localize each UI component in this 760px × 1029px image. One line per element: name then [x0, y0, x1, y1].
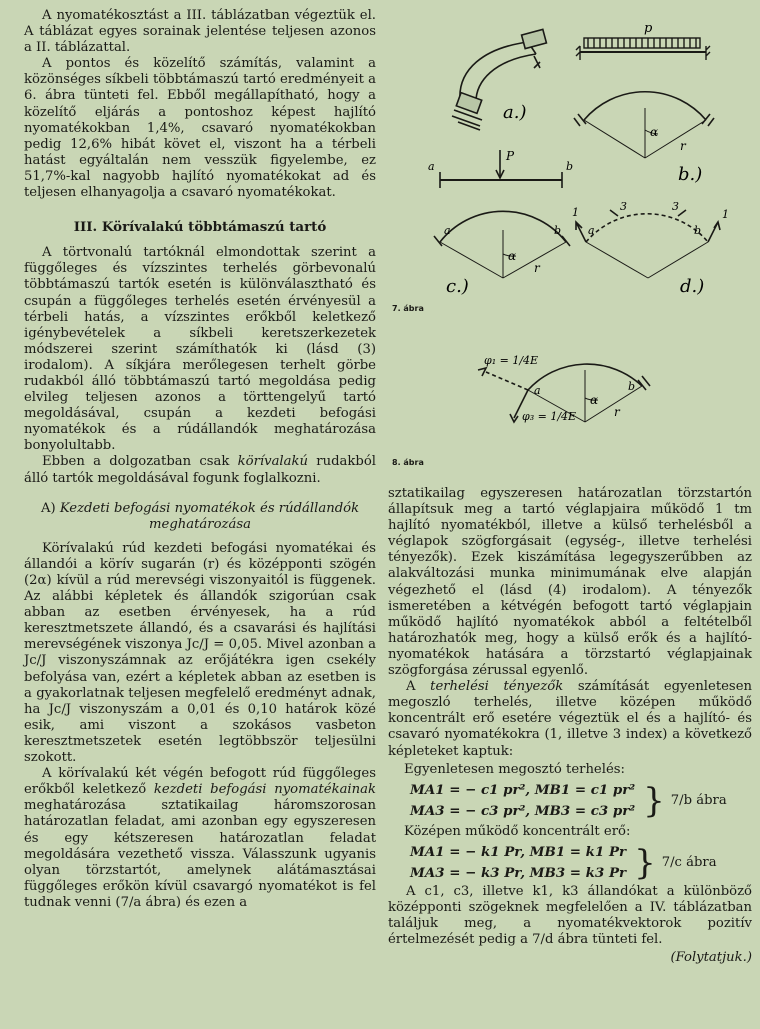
subsection-heading: A) Kezdeti befogási nyomatékok és rúdállandók meghatározása	[40, 500, 360, 532]
svg-text:r: r	[534, 261, 540, 275]
paragraph: Körívalakú rúd kezdeti befogási nyomatékai és állandói a körív sugarán (r) és középponti szögén (2α) kívül a rúd merevségi viszonyaitól is függenek. Az alábbi képletek és állandók szigorúan csak abban az esetben érvényesek, ha a rúd keresztmetszete állandó, és a csavarási és hajlítási merevségének viszonya Jc/J = 0,05. Mivel azonban a Jc/J viszonyszámnak az erőjátékra igen csekély befolyása van, ezért a képletek abban az esetben is a gyakorlatnak teljesen megfelelő eredményt adnak, ha Jc/J viszonyszám a 0,01 és 0,10 határok közé esik, ami viszont a szokásos vasbeton keresztmetszetek esetén legtöbbször teljesülni szokott.	[24, 540, 376, 766]
svg-text:p: p	[644, 21, 653, 36]
brace-icon: }	[634, 842, 656, 883]
figure-7	[388, 10, 756, 320]
paragraph: Ebben a dolgozatban csak körívalakú rudakból álló tartók megoldásával fogunk foglalkozni.	[24, 454, 376, 486]
svg-text:b: b	[566, 160, 574, 173]
left-column	[24, 8, 376, 911]
paragraph: sztatikailag egyszeresen határozatlan törzstartón állapítsuk meg a tartó véglapjaira működő 1 tm hajlító nyomatékból, illetve a külső terhelésből a véglapok szögforgásait (egység-, illetve terhelési tényezők). Ezek kiszámítása legegyszerűbben az alakváltozási munka minimumának elve alapján végezhető el (lásd (4) irodalom). A tényezők ismeretében a kétvégén befogott tartó véglapjain működő hajlító nyomatékok abból a feltételből határozhatók meg, hogy a külső erők és a hajlító-nyomatékok hatására a törzstartó véglapjainak szögforgása zérussal egyenlő.	[388, 486, 752, 679]
svg-text:a: a	[534, 384, 541, 397]
svg-text:1: 1	[572, 206, 579, 219]
svg-text:b: b	[694, 224, 702, 237]
formula-label: Középen működő koncentrált erő:	[404, 823, 631, 839]
paragraph: A c1, c3, illetve k1, k3 állandókat a különböző középponti szögeknek megfelelően a IV. táblázatban találjuk meg, a nyomatékvektorok pozitív értelmezését pedig a 7/d ábra tünteti fel.	[388, 883, 752, 948]
svg-text:a: a	[444, 224, 451, 237]
svg-text:r: r	[680, 139, 686, 153]
fig7b-label: b.)	[678, 164, 703, 185]
svg-text:b: b	[554, 224, 562, 237]
svg-text:b: b	[628, 380, 636, 393]
svg-text:1: 1	[722, 208, 729, 221]
figure-8-caption: 8. ábra	[392, 458, 424, 467]
svg-text:3: 3	[620, 200, 627, 213]
paragraph: A törtvonalú tartóknál elmondottak szerint a függőleges és vízszintes terhelés görbevonalú többtámaszú tartók esetén is különválasztható és csupán a függőleges terhelés esetén érvényesül a térbeli hatás, a vízszintes erőkből keletkező igénybevételek a síkbeli keretszerkezetek módszerei szerint számíthatók ki (lásd (3) irodalom). A síkjára merőlegesen terhelt görbe rudakból álló többtámaszú tartó megoldása pedig elvileg teljesen azonos a törttengelyű tartó megoldásával, csupán a kezdeti befogási nyomatékok és a rúdállandók meghatározása bonyolultabb.	[24, 245, 376, 454]
fig7c-label: c.)	[446, 276, 469, 297]
figure-8	[388, 330, 756, 460]
fig7a-curved-beam	[452, 29, 546, 130]
section-heading: III. Körívalakú többtámaszú tartó	[73, 219, 327, 236]
svg-text:r: r	[614, 405, 620, 419]
paragraph: A pontos és közelítő számítás, valamint a közönséges síkbeli többtámaszú tartó eredményeit a 6. ábra tünteti fel. Ebből megállapítható, hogy a közelítő eljárás a pontoshoz képest hajlító nyomatékokban 1,4%, csavaró nyomatékokban pedig 12,6% hibát követ el, viszont ha a térbeli hatást egyáltalán nem vesszük figyelembe, ez 51,7%-kal nagyobb hajlító nyomatékokat ad és teljesen elhanyagolja a csavaró nyomatékokat.	[24, 56, 376, 201]
fig7d-label: d.)	[680, 276, 705, 297]
svg-text:α: α	[590, 393, 599, 407]
formula-uniform: MA1 = − c1 pr², MB1 = c1 pr² MA3 = − c3 pr², MB3 = c3 pr² } 7/b ábra	[410, 780, 727, 821]
svg-text:a: a	[588, 224, 595, 237]
svg-text:P: P	[506, 149, 515, 163]
paragraph: A körívalakú két végén befogott rúd függőleges erőkből keletkező kezdeti befogási nyomatékainak meghatározása sztatikailag háromszorosan határozatlan feladat, ami azonban egy egyszeresen és egy kétszeresen határozatlan feladat megoldására vezethető vissza. Válasszunk ugyanis olyan törzstartót, amelynek alátámasztásai függőleges erőkön kívül csavargó nyomatékot is fel tudnak venni (7/a ábra) és ezen a	[24, 766, 376, 910]
fig7c-arc	[434, 211, 570, 278]
fig7a-label: a.)	[503, 102, 527, 123]
fig7d-arc	[576, 210, 720, 278]
svg-text:φ₃ = 1/4E: φ₃ = 1/4E	[522, 410, 577, 423]
svg-text:α: α	[508, 249, 517, 263]
paragraph: A nyomatékosztást a III. táblázatban végeztük el. A táblázat egyes sorainak jelentése teljesen azonos a II. táblázattal.	[24, 8, 376, 56]
paragraph: A terhelési tényezők számítását egyenletesen megoszló terhelés, illetve középen működő koncentrált erő esetére végeztük el és a hajlító- és csavaró nyomatékokra (1, illetve 3 index) a következő képleteket kaptuk:	[388, 679, 752, 759]
figure-7-caption: 7. ábra	[392, 304, 424, 313]
brace-icon: }	[643, 780, 665, 821]
svg-text:a: a	[428, 160, 435, 173]
svg-text:α: α	[650, 125, 659, 139]
continued-note: (Folytatjuk.)	[670, 950, 752, 966]
fig7b-arc	[574, 92, 714, 158]
right-column	[388, 486, 752, 966]
svg-text:φ₁ = 1/4E: φ₁ = 1/4E	[484, 354, 539, 367]
fig7b-load	[576, 38, 710, 60]
formula-label: Egyenletesen megosztó terhelés:	[404, 761, 625, 777]
fig7c-load	[440, 150, 562, 188]
svg-text:3: 3	[672, 200, 679, 213]
formula-concentrated: MA1 = − k1 Pr, MB1 = k1 Pr MA3 = − k3 Pr, MB3 = k3 Pr } 7/c ábra	[410, 842, 717, 883]
